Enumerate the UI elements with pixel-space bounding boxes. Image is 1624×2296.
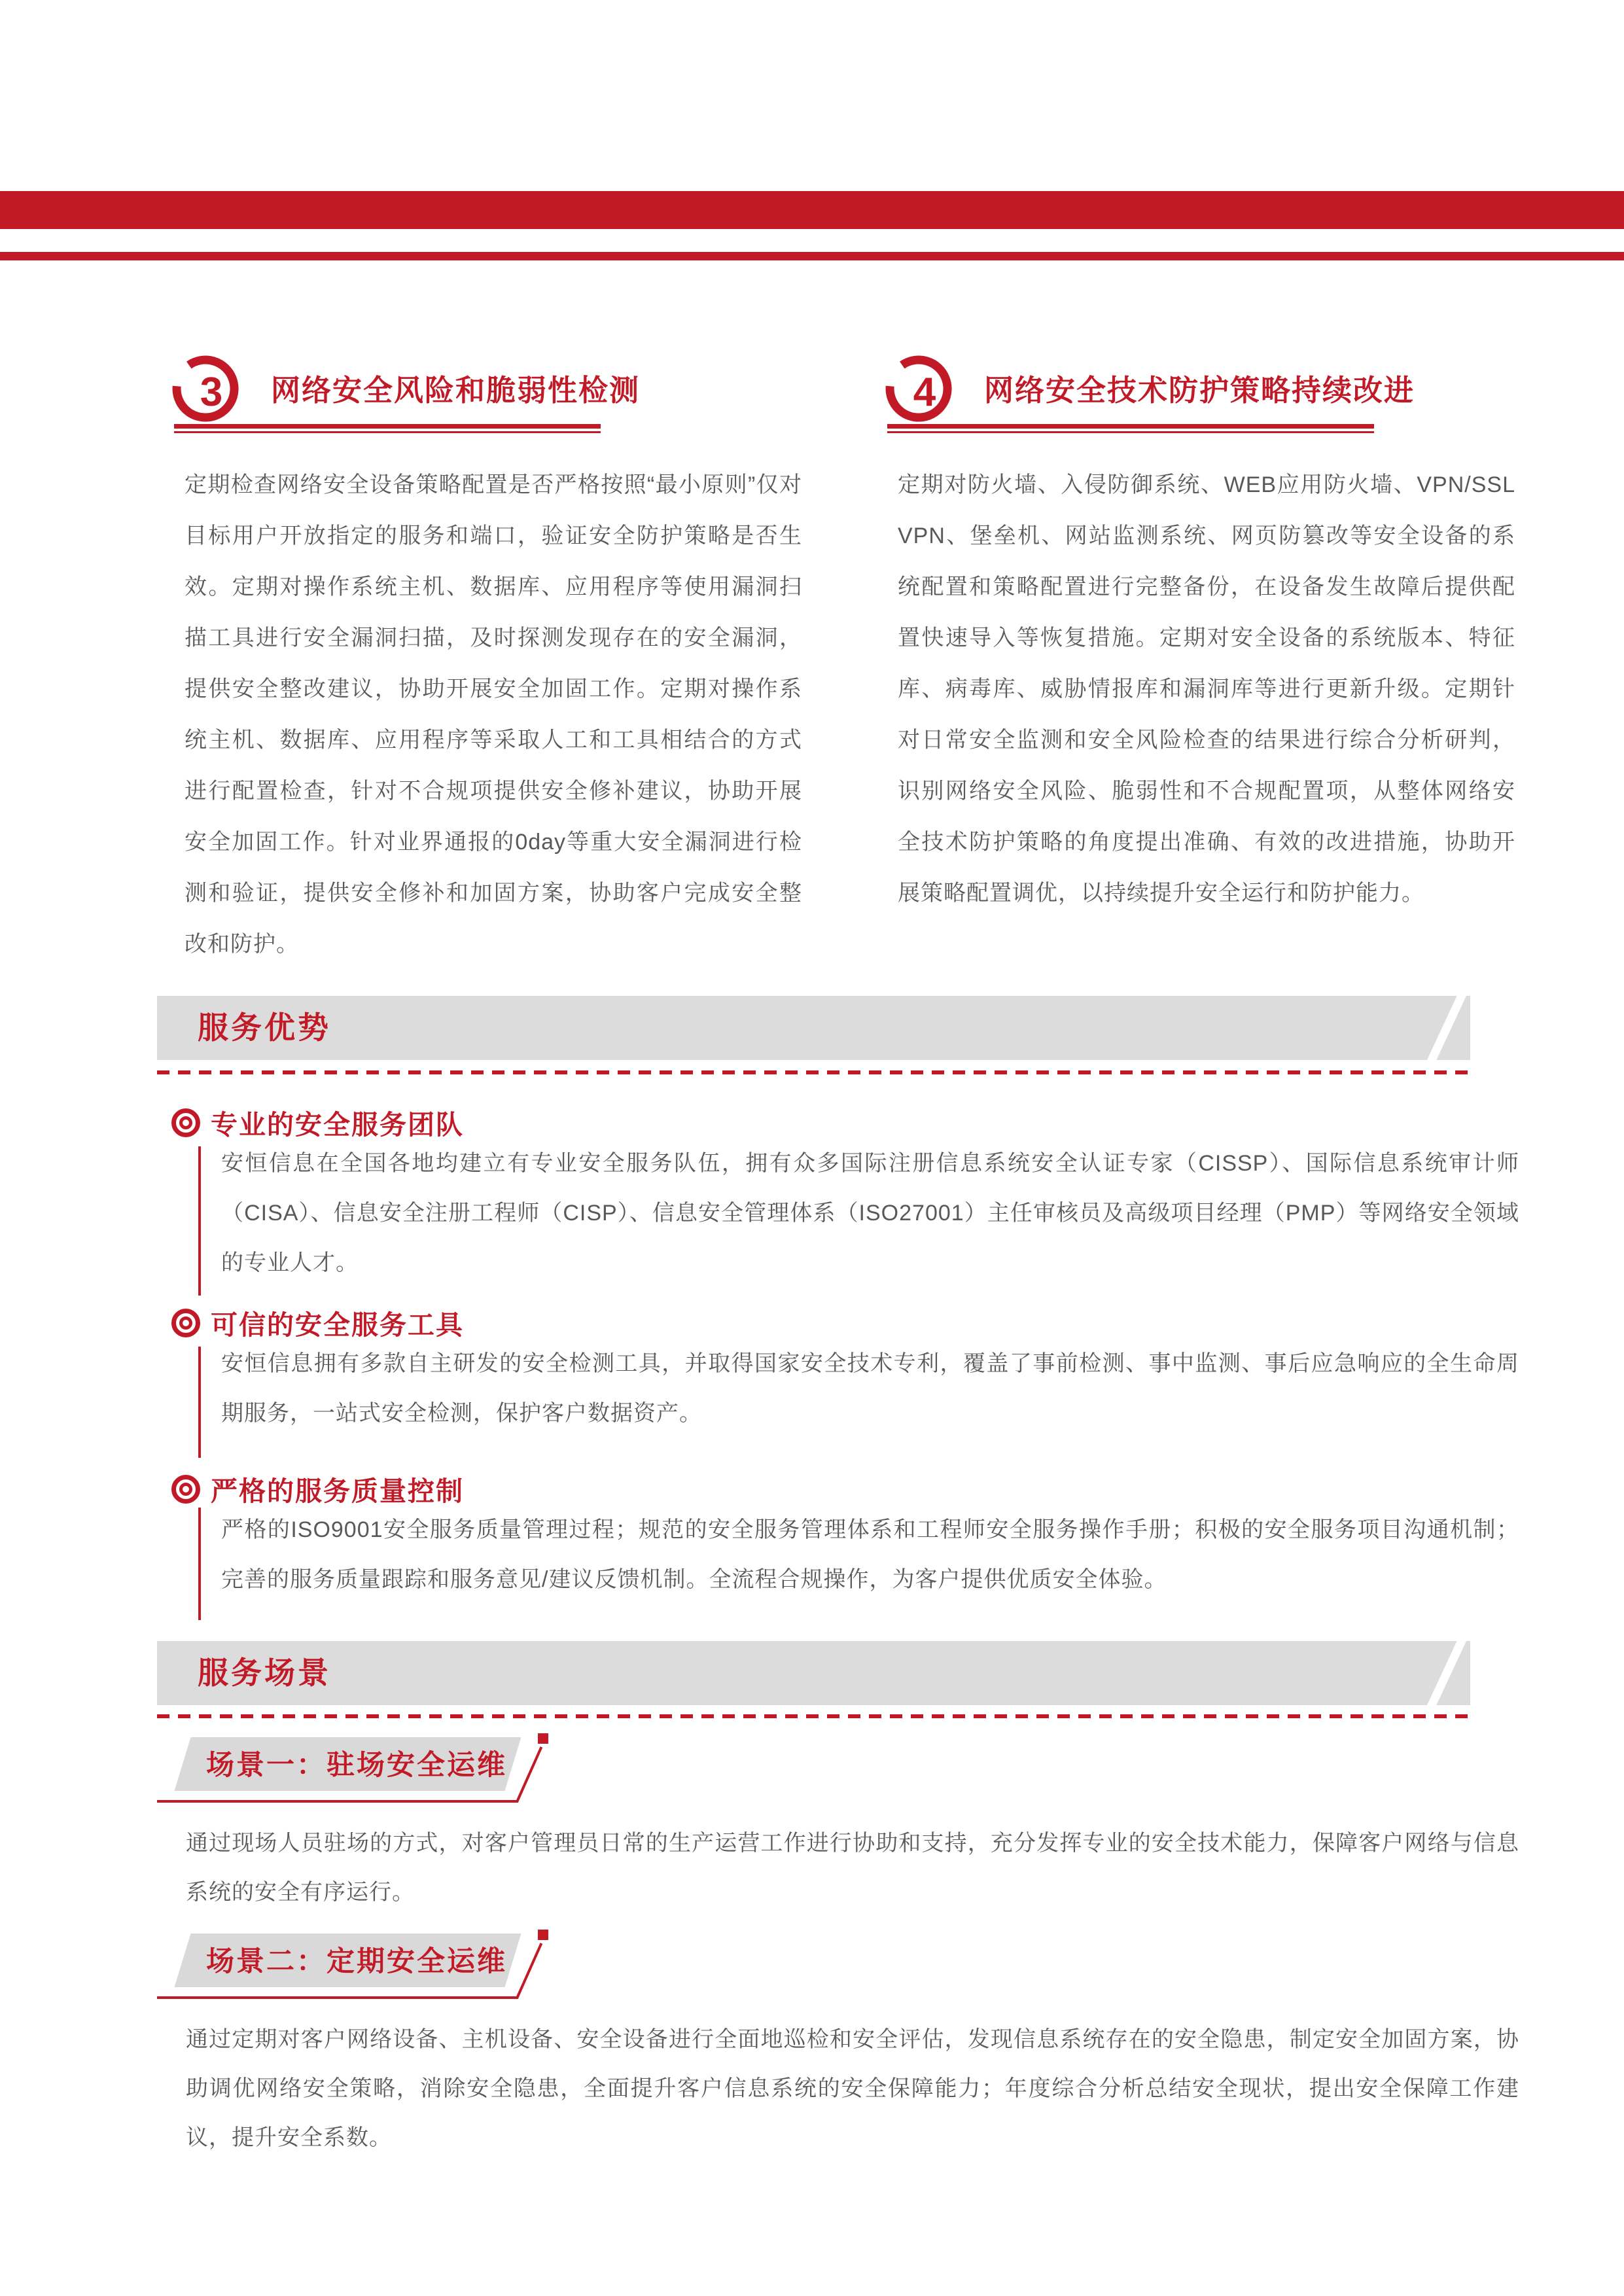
advantage-title: 专业的安全服务团队 <box>211 1110 464 1140</box>
scenario-body-text: 通过定期对客户网络设备、主机设备、安全设备进行全面地巡检和安全评估，发现信息系统存在的安全隐患，制定安全加固方案，协助调优网络安全策略，消除安全隐患，全面提升客户信息系统的安全保障能力；年度综合分析总结安全现状，提出安全保障工作建议，提升安全系数。 <box>186 2027 1519 2150</box>
dashed-divider <box>157 1714 1474 1718</box>
bullseye-inner-ring <box>179 1116 192 1129</box>
advantage-body-text: 严格的ISO9001安全服务质量管理过程；规范的安全服务管理体系和工程师安全服务操作手册；积极的安全服务项目沟通机制；完善的服务质量跟踪和服务意见/建议反馈机制。全流程合规操作，为客户提供优质安全体验。 <box>221 1517 1519 1592</box>
scenario-1-label-group <box>157 1733 759 1811</box>
advantages-banner <box>157 996 1470 1060</box>
label-diagonal-tick <box>516 1943 542 1999</box>
underline-thin <box>174 431 601 433</box>
top-red-bar-thick <box>0 191 1624 229</box>
scenarios-banner-title: 服务场景 <box>198 1655 331 1690</box>
title-double-underline <box>887 424 1374 433</box>
red-vertical-rule <box>198 1508 201 1620</box>
label-square-dot <box>538 1930 548 1940</box>
label-diagonal-tick <box>516 1746 542 1803</box>
service-section-4 <box>898 348 1515 919</box>
underline-thick <box>887 424 1374 429</box>
underline-thick <box>174 424 601 429</box>
advantages-banner-title: 服务优势 <box>198 1010 331 1045</box>
red-vertical-rule <box>198 1146 201 1296</box>
service-body-text: 定期检查网络安全设备策略配置是否严格按照“最小原则”仅对目标用户开放指定的服务和端口，验证安全防护策略是否生效。定期对操作系统主机、数据库、应用程序等使用漏洞扫描工具进行安全漏洞扫描，及时探测发现存在的安全漏洞，提供安全整改建议，协助开展安全加固工作。定期对操作系统主机、数据库、应用程序等采取人工和工具相结合的方式进行配置检查，针对不合规项提供安全修补建议，协助开展安全加固工作。针对业界通报的0day等重大安全漏洞进行检测和验证，提供安全修补和加固方案，协助客户完成安全整改和防护。 <box>185 472 802 957</box>
advantage-body-text: 安恒信息拥有多款自主研发的安全检测工具，并取得国家安全技术专利，覆盖了事前检测、事中监测、事后应急响应的全生命周期服务，一站式安全检测，保护客户数据资产。 <box>221 1351 1519 1426</box>
title-double-underline <box>174 424 601 433</box>
advantage-item-heading <box>171 1470 464 1508</box>
bullseye-icon <box>171 1475 200 1504</box>
service-number: 3 <box>200 370 223 415</box>
label-square-dot <box>538 1733 548 1744</box>
scenarios-banner <box>157 1641 1470 1705</box>
scenario-body-text: 通过现场人员驻场的方式，对客户管理员日常的生产运营工作进行协助和支持，充分发挥专业的安全技术能力，保障客户网络与信息系统的安全有序运行。 <box>186 1831 1519 1905</box>
service-4-header <box>898 348 1515 459</box>
service-3-header <box>185 348 802 459</box>
scenario-2-label-group <box>157 1929 759 2007</box>
bullseye-icon <box>171 1309 200 1337</box>
bullseye-inner-ring <box>179 1316 192 1330</box>
service-title: 网络安全风险和脆弱性检测 <box>271 374 641 407</box>
scenario-label: 场景一：驻场安全运维 <box>206 1750 507 1781</box>
label-underline <box>157 1996 518 1999</box>
advantage-title: 严格的服务质量控制 <box>211 1476 464 1506</box>
advantage-item-heading <box>171 1103 464 1142</box>
advantage-body-text: 安恒信息在全国各地均建立有专业安全服务队伍，拥有众多国际注册信息系统安全认证专家（CISSP）、国际信息系统审计师（CISA）、信息安全注册工程师（CISP）、信息安全管理体系（ISO27001）主任审核员及高级项目经理（PMP）等网络安全领域的专业人才。 <box>221 1151 1519 1275</box>
underline-thin <box>887 431 1374 433</box>
scenario-label: 场景二：定期安全运维 <box>206 1946 507 1977</box>
advantage-title: 可信的安全服务工具 <box>211 1310 464 1340</box>
service-title: 网络安全技术防护策略持续改进 <box>984 374 1415 407</box>
advantage-item-heading <box>171 1303 464 1342</box>
dashed-divider <box>157 1070 1474 1074</box>
service-section-3 <box>185 348 802 970</box>
label-underline <box>157 1800 518 1803</box>
red-vertical-rule <box>198 1347 201 1458</box>
service-body-text: 定期对防火墙、入侵防御系统、WEB应用防火墙、VPN/SSL VPN、堡垒机、网站监测系统、网页防篡改等安全设备的系统配置和策略配置进行完整备份，在设备发生故障后提供配置快速导入等恢复措施。定期对安全设备的系统版本、特征库、病毒库、威胁情报库和漏洞库等进行更新升级。定期针对日常安全监测和安全风险检查的结果进行综合分析研判，识别网络安全风险、脆弱性和不合规配置项，从整体网络安全技术防护策略的角度提出准确、有效的改进措施，协助开展策略配置调优，以持续提升安全运行和防护能力。 <box>898 472 1515 906</box>
bullseye-inner-ring <box>179 1483 192 1496</box>
bullseye-icon <box>171 1108 200 1137</box>
top-red-bar-thin <box>0 252 1624 260</box>
service-number: 4 <box>913 370 936 415</box>
